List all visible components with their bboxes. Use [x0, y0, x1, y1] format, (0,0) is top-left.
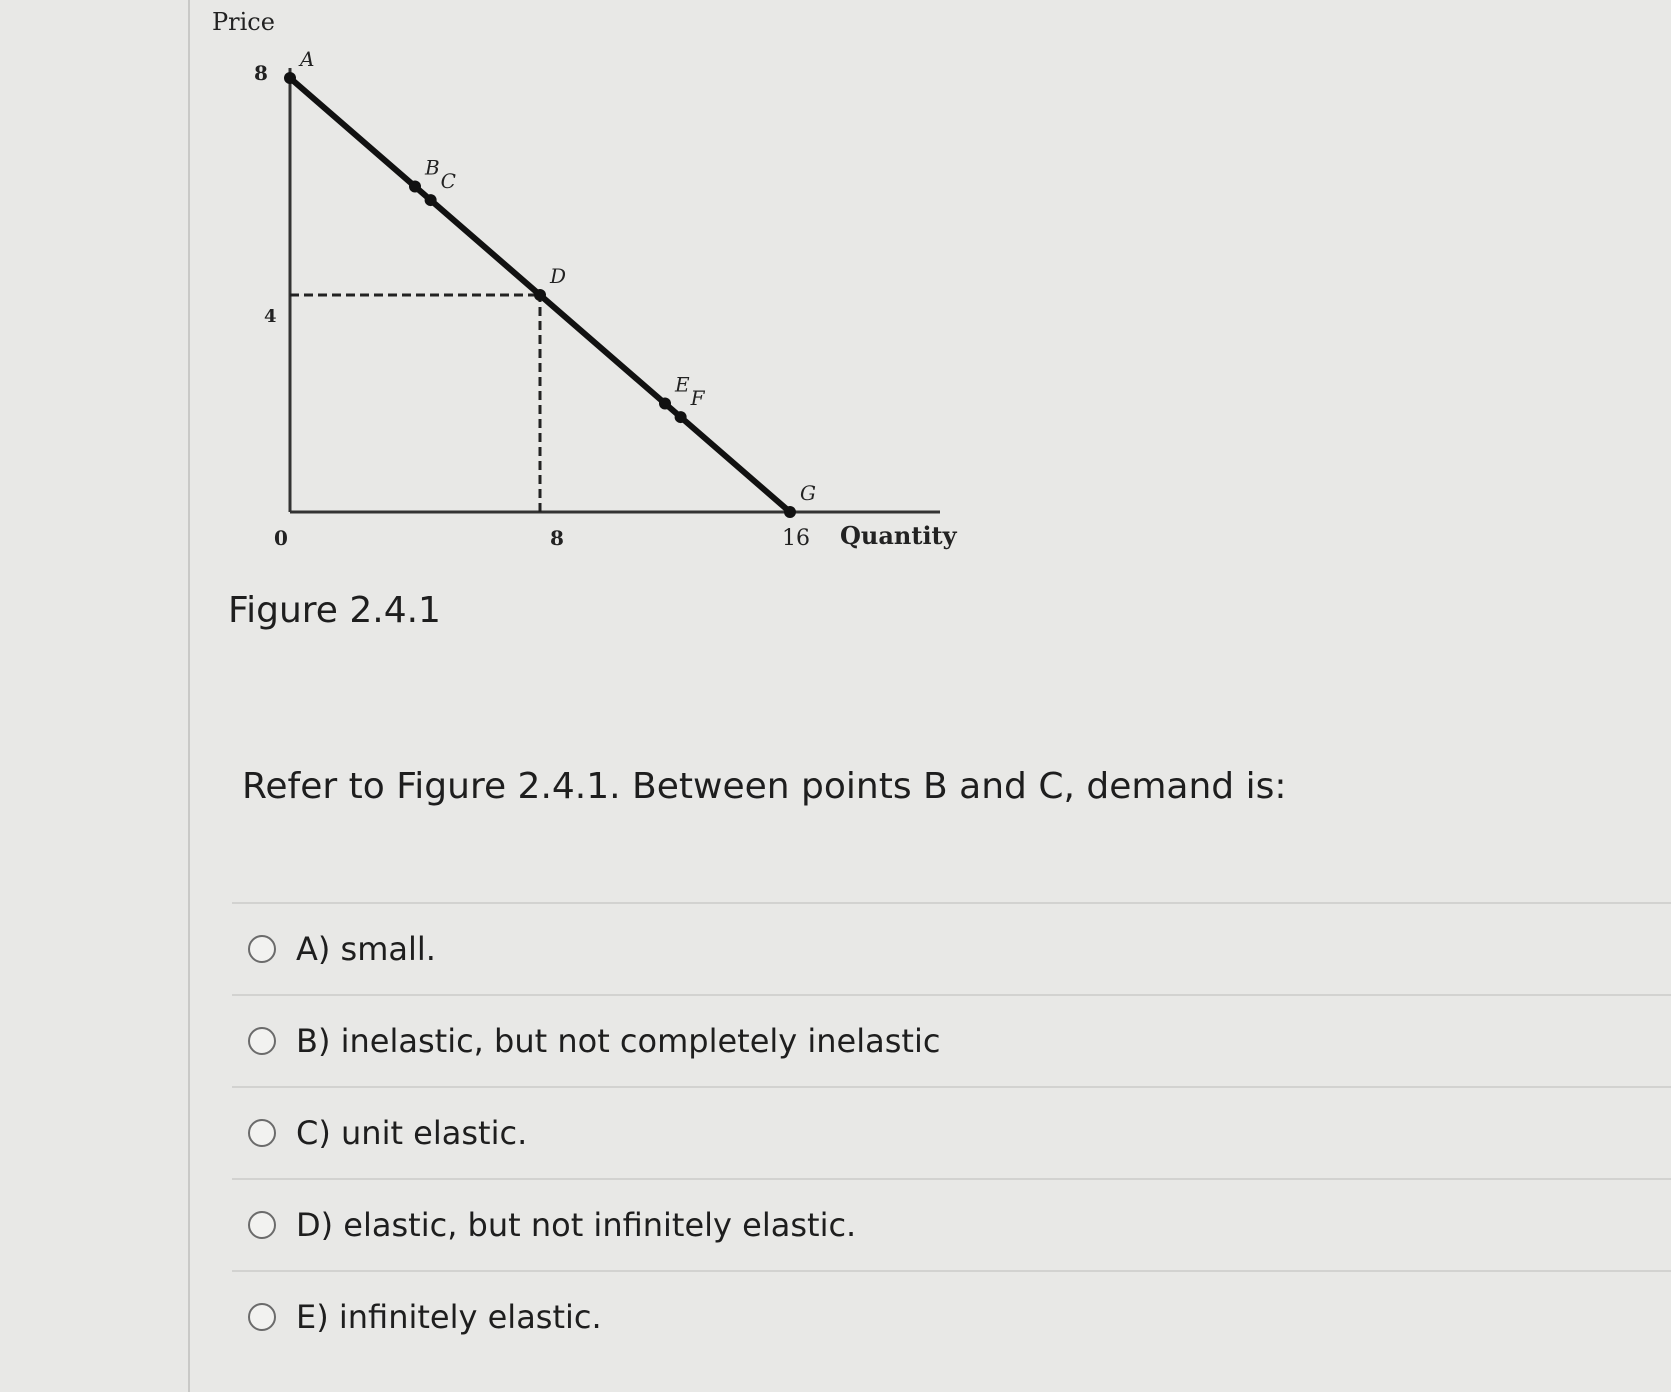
point-label-d: D — [550, 264, 567, 288]
point-label-c: C — [440, 169, 456, 194]
radio-button-d[interactable] — [248, 1211, 276, 1239]
point-f — [675, 411, 687, 423]
answer-options — [232, 902, 1671, 1362]
y-tick-label-4: 4 — [264, 306, 277, 327]
option-label-a: A) small. — [296, 930, 436, 968]
radio-button-a[interactable] — [248, 935, 276, 963]
point-d — [534, 289, 546, 301]
radio-button-c[interactable] — [248, 1119, 276, 1147]
x-axis-title: Quantity — [840, 521, 957, 550]
point-label-b: B — [425, 155, 440, 180]
point-g — [784, 506, 796, 518]
option-label-b: B) inelastic, but not completely inelastic — [296, 1022, 941, 1060]
option-b[interactable] — [232, 994, 1671, 1086]
point-a — [284, 72, 296, 84]
option-c[interactable] — [232, 1086, 1671, 1178]
point-c — [425, 194, 437, 206]
y-axis-title: Price — [212, 8, 275, 36]
option-label-d: D) elastic, but not infinitely elastic. — [296, 1206, 857, 1244]
point-label-a: A — [300, 47, 315, 71]
figure-caption: Figure 2.4.1 — [228, 590, 441, 631]
x-tick-label-8: 8 — [550, 526, 564, 550]
point-b — [409, 181, 421, 193]
point-label-f: F — [690, 386, 705, 411]
point-label-g: G — [800, 481, 816, 505]
option-label-c: C) unit elastic. — [296, 1114, 528, 1152]
option-label-e: E) infinitely elastic. — [296, 1298, 602, 1336]
option-a[interactable] — [232, 902, 1671, 994]
point-e — [659, 398, 671, 410]
points-layer — [284, 47, 816, 518]
x-tick-label-0: 0 — [274, 526, 288, 550]
point-label-e: E — [675, 372, 690, 397]
option-d[interactable] — [232, 1178, 1671, 1270]
question-text: Refer to Figure 2.4.1. Between points B and C, demand is: — [242, 766, 1287, 807]
y-tick-label-8: 8 — [254, 61, 268, 85]
x-tick-label-16: 16 — [782, 526, 810, 551]
radio-button-b[interactable] — [248, 1027, 276, 1055]
radio-button-e[interactable] — [248, 1303, 276, 1331]
option-e[interactable] — [232, 1270, 1671, 1362]
demand-chart — [0, 0, 1000, 600]
